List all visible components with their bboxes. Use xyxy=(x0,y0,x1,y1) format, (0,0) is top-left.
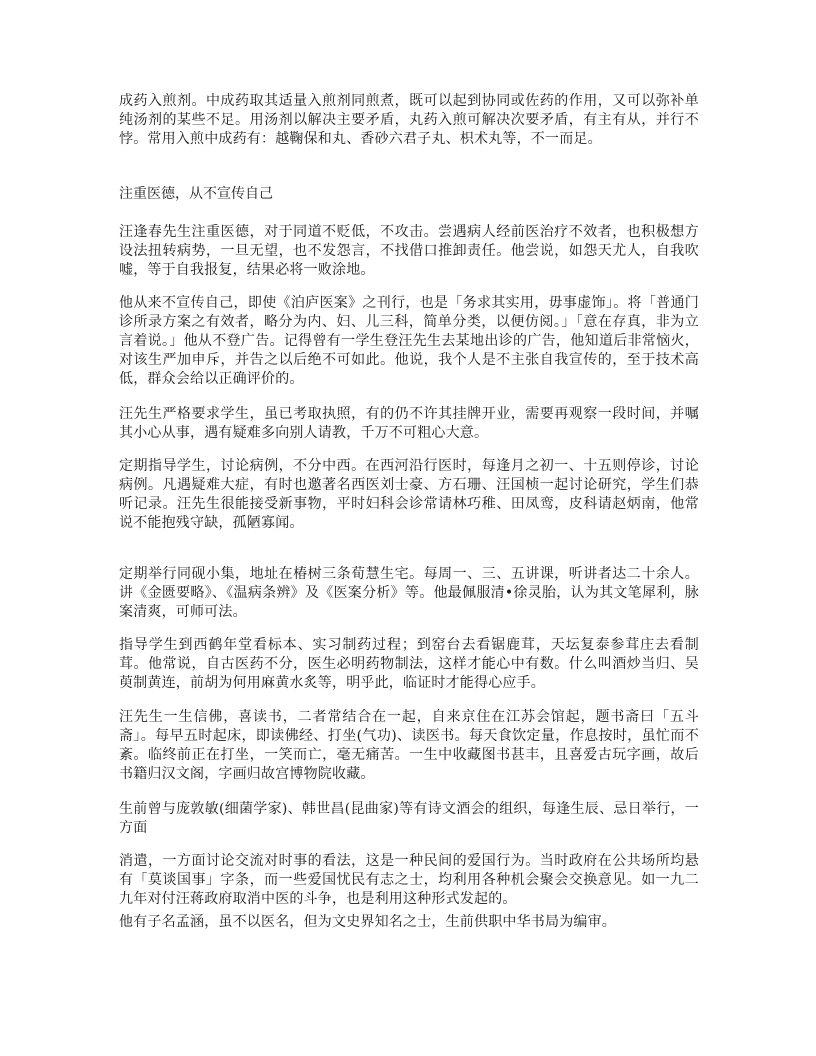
paragraph-no-self-promotion: 他从来不宣传自己，即使《泊庐医案》之刊行，也是「务求其实用，毋事虚饰」。将「普通门诊所录方案之有效者，略分为内、妇、儿三科，简单分类，以便仿阅。」「意在存真，非为立言着说。」他从不登广告。记得曾有一学生登汪先生去某地出诊的广告，他知道后非常恼火，对该生严加申斥，并告之以后绝不可如此。他说，我个人是不主张自我宣传的，至于技术高低，群众会给以正确评价的。 xyxy=(119,295,699,387)
paragraph-case-discussion: 定期指导学生，讨论病例，不分中西。在西河沿行医时，每逢月之初一、十五则停诊，讨论病例。凡遇疑难大症，有时也邀著名西医刘士豪、方石珊、汪国桢一起讨论研究，学生们恭听记录。汪先生很能接受新事物，平时妇科会诊常请林巧稚、田凤鸾，皮科请赵炳南，他常说不能抱残守缺，孤陋寡闻。 xyxy=(119,458,699,531)
paragraph-strict-students: 汪先生严格要求学生，虽已考取执照，有的仍不许其挂牌开业，需要再观察一段时间，并嘱其小心从事，遇有疑难多向别人请教，千万不可粗心大意。 xyxy=(119,406,699,441)
paragraph-patriotic-activity: 消遣，一方面讨论交流对时事的看法，这是一种民间的爱国行为。当时政府在公共场所均悬有「莫谈国事」字条，而一些爱国忧民有志之士，均利用各种机会聚会交换意见。如一九二九年对付汪蒋政府取消中医的斗争，也是利用这种形式发起的。 xyxy=(119,853,699,907)
paragraph-son: 他有子名孟涵，虽不以医名，但为文史界知名之士，生前供职中华书局为编审。 xyxy=(119,914,616,930)
paragraph-pharmacy-practice: 指导学生到西鹤年堂看标本、实习制药过程；到窑台去看锯鹿茸，天坛复泰参茸庄去看制茸。他常说，自古医药不分，医生必明药物制法，这样才能心中有数。什么叫酒炒当归、吴萸制黄连，前胡为何用麻黄水炙等，明乎此，临证时才能得心应手。 xyxy=(119,637,699,691)
paragraph-study-group: 定期举行同砚小集，地址在椿树三条荀慧生宅。每周一、三、五讲课，听讲者达二十余人。讲《金匮要略》、《温病条辨》及《医案分析》等。他最佩服清•徐灵胎，认为其文笔犀利，脉案清爽，可师可法。 xyxy=(119,566,699,620)
paragraph-poetry-gatherings: 生前曾与庞敦敏(细菌学家)、韩世昌(昆曲家)等有诗文酒会的组织，每逢生辰、忌日举行，一方面 xyxy=(119,801,699,836)
paragraph-intro-medicine: 成药入煎剂。中成药取其适量入煎剂同煎煮，既可以起到协同或佐药的作用，又可以弥补单纯汤剂的某些不足。用汤剂以解决主要矛盾，丸药入煎可解决次要矛盾，有主有从，并行不悖。常用入煎中成药有：越鞠保和丸、香砂六君子丸、枳术丸等，不一而足。 xyxy=(119,93,699,147)
paragraph-medical-ethics: 汪逢春先生注重医德，对于同道不贬低，不攻击。尝遇病人经前医治疗不效者，也积极想方设法扭转病势，一旦无望，也不发怨言，不找借口推卸责任。他尝说，如怨天尤人，自我吹嘘，等于自我报复，结果必将一败涂地。 xyxy=(119,224,699,278)
section-heading: 注重医德，从不宣传自己 xyxy=(119,186,273,202)
paragraph-buddhism-books: 汪先生一生信佛，喜读书，二者常结合在一起，自来京住在江苏会馆起，题书斋曰「五斗斋」。每早五时起床，即读佛经、打坐(气功)、读医书。每天食饮定量，作息按时，虽忙而不紊。临终前正在打坐，一笑而亡，毫无痛苦。一生中收藏图书甚丰，且喜爱古玩字画，故后书籍归汉文阁，字画归故宫博物院收藏。 xyxy=(119,709,699,782)
